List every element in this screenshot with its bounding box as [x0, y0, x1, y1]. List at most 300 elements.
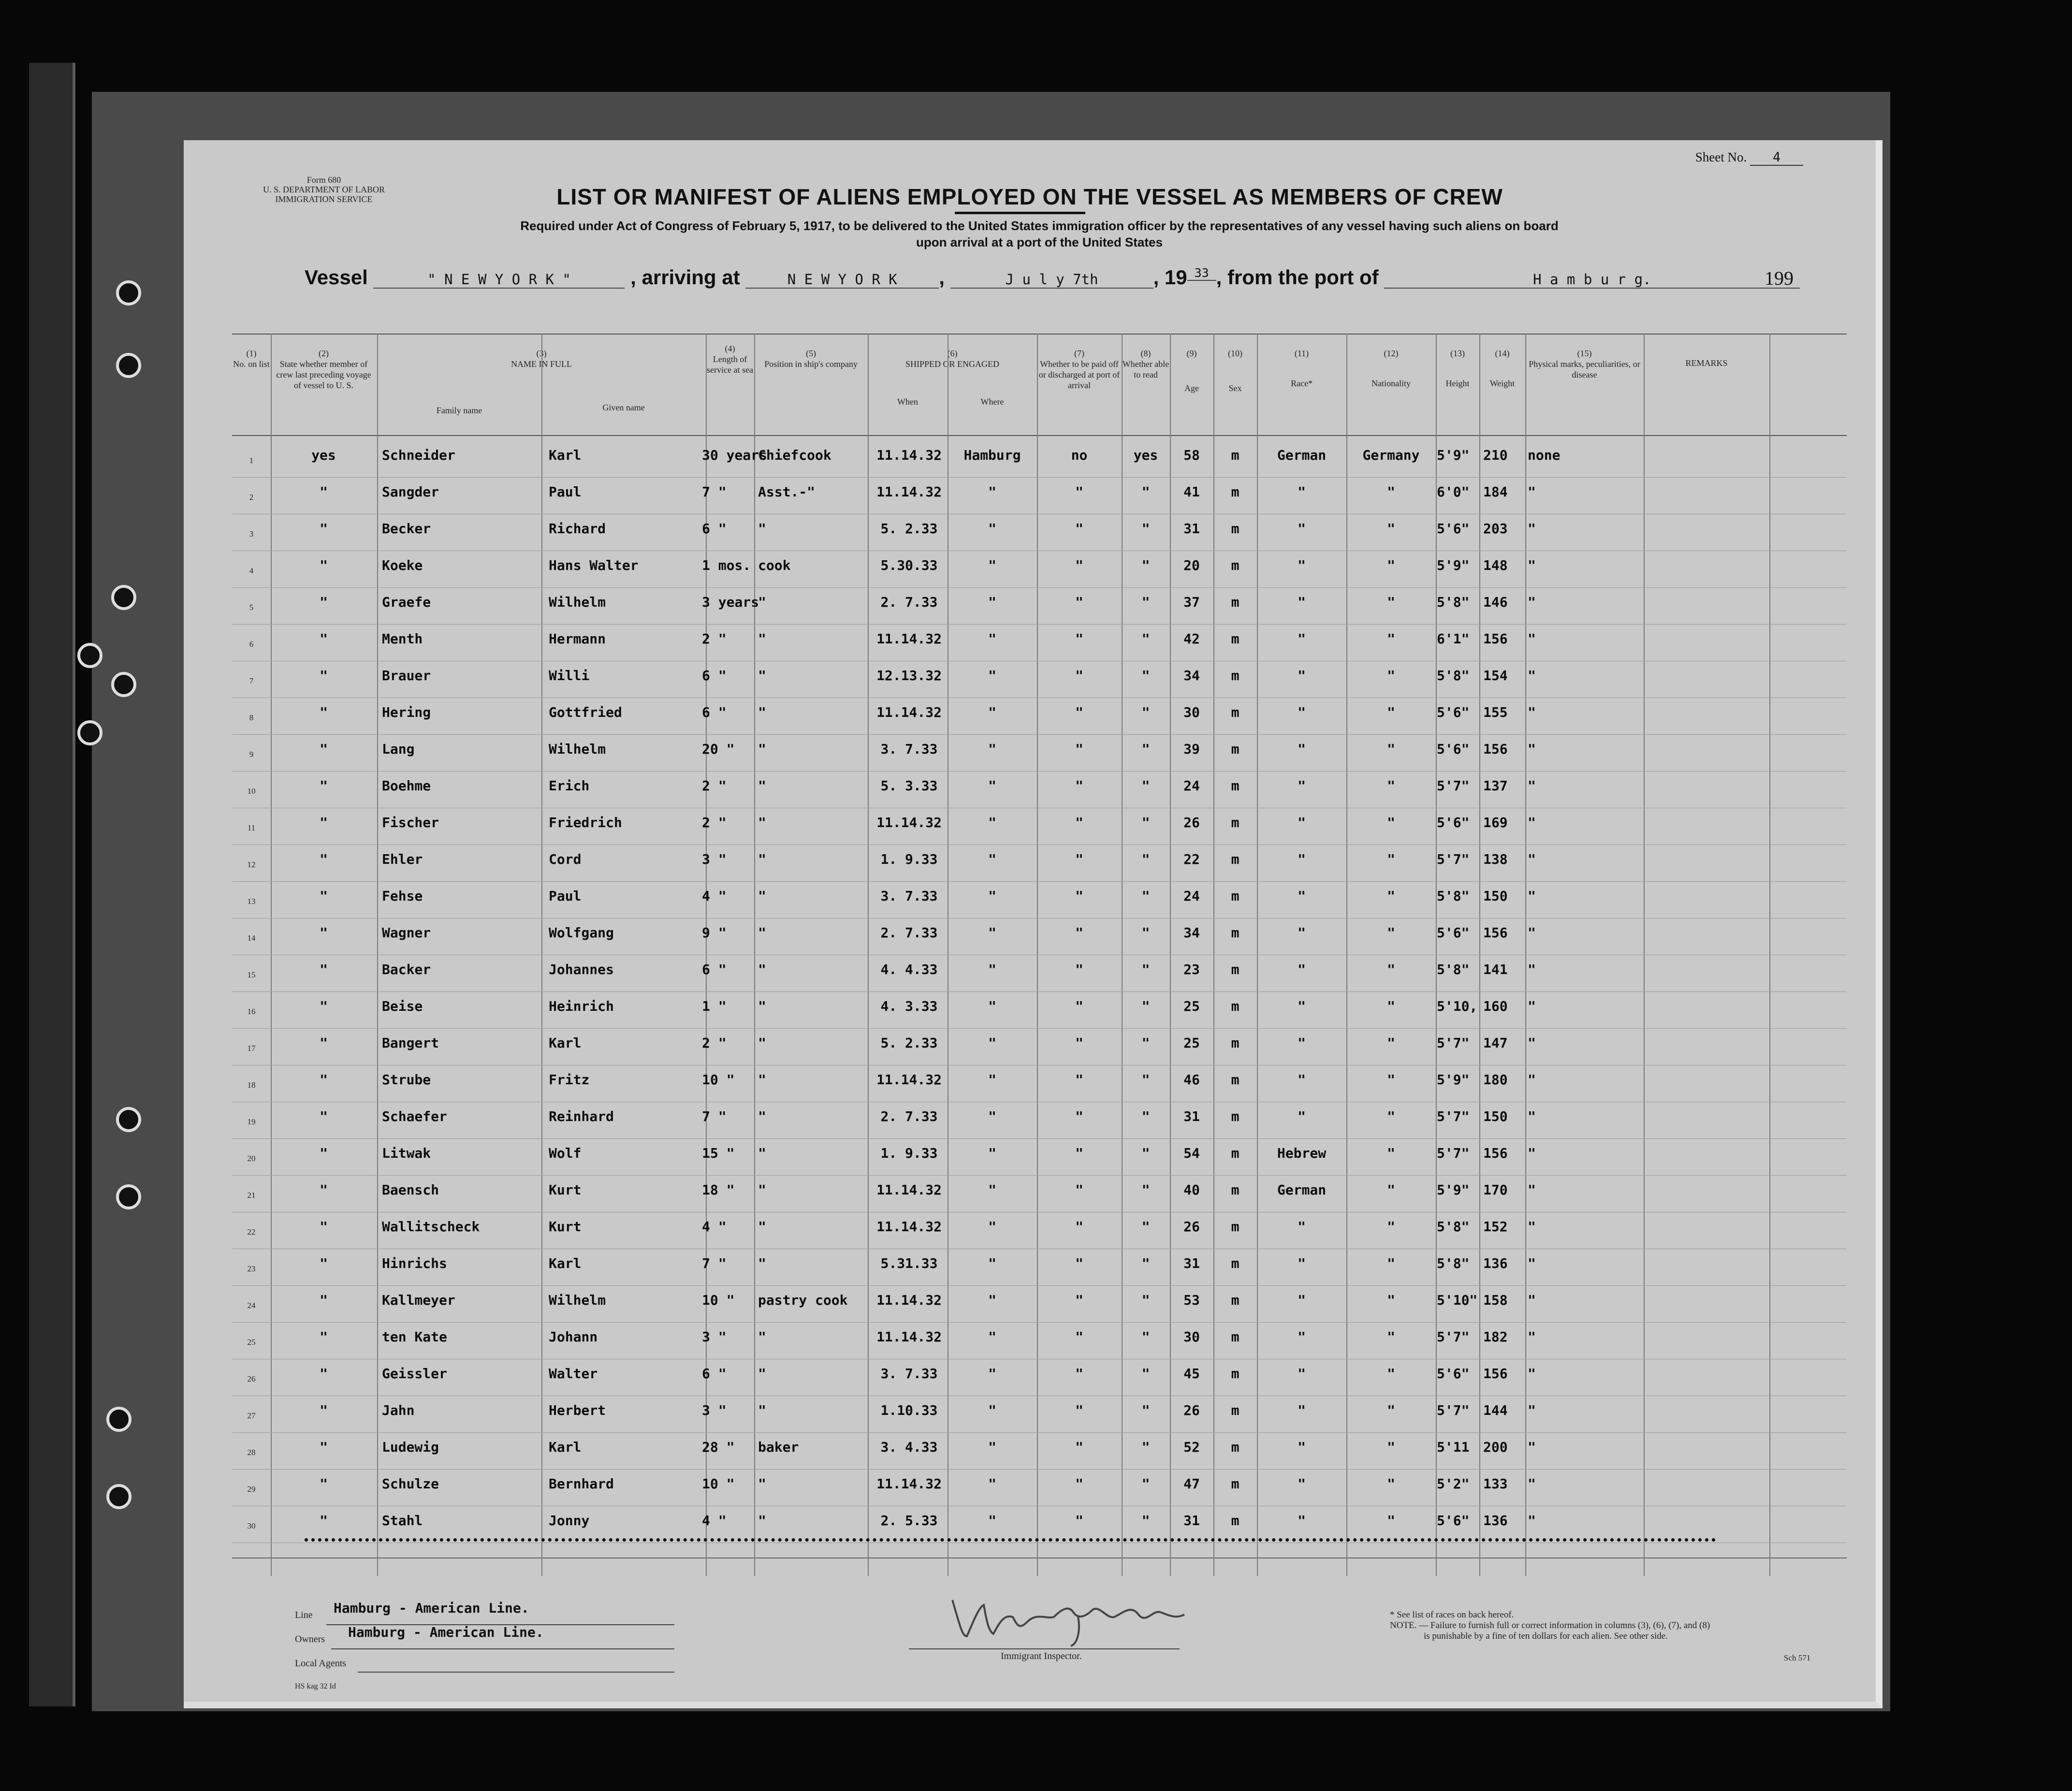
cell-paid: "	[1075, 704, 1083, 720]
cell-when: 3. 7.33	[880, 1366, 938, 1382]
cell-when: 1. 9.33	[880, 1145, 938, 1161]
local-agents-label: Local Agents	[295, 1658, 347, 1669]
from-port-label: , from the port of	[1216, 266, 1379, 289]
cell-given: Karl	[549, 1439, 582, 1455]
cell-nat: "	[1387, 1513, 1395, 1529]
cell-height: 6'0"	[1437, 484, 1470, 500]
col-head-shipped: (6) SHIPPED OR ENGAGED	[905, 349, 999, 369]
cell-height: 5'11	[1437, 1439, 1470, 1455]
col-head-age: (9) Age	[1184, 349, 1199, 393]
cell-weight: 180	[1483, 1072, 1508, 1088]
cell-position: "	[758, 815, 766, 830]
row-rule	[232, 734, 1847, 735]
cell-paid: "	[1075, 1439, 1083, 1455]
inspector-label: Immigrant Inspector.	[1001, 1651, 1082, 1661]
cell-where: "	[988, 961, 996, 977]
col-head-physical-marks: (15) Physical marks, peculiarities, or disease	[1529, 349, 1640, 379]
cell-race: "	[1298, 961, 1306, 977]
cell-position: "	[758, 925, 766, 941]
cell-service: 6 "	[702, 668, 727, 684]
cell-age: 52	[1183, 1439, 1200, 1455]
crew-table	[232, 334, 1847, 1576]
cell-weight: 170	[1483, 1182, 1508, 1198]
cell-age: 24	[1183, 778, 1200, 794]
departure-port: H a m b u r g.	[1384, 271, 1800, 289]
cell-service: 3 "	[702, 851, 727, 867]
row-number: 7	[249, 676, 254, 685]
cell-age: 47	[1183, 1476, 1200, 1492]
cell-where: "	[988, 668, 996, 684]
cell-height: 5'2"	[1437, 1476, 1470, 1492]
year-prefix: 19	[1164, 266, 1187, 289]
cell-weight: 137	[1483, 778, 1508, 794]
cell-height: 5'6"	[1437, 925, 1470, 941]
cell-marks: "	[1528, 1292, 1536, 1308]
cell-prev: "	[320, 1366, 328, 1382]
row-rule	[232, 991, 1847, 992]
cell-read: "	[1141, 668, 1150, 684]
cell-given: Kurt	[549, 1219, 582, 1235]
cell-marks: "	[1528, 1219, 1536, 1235]
cell-family: ten Kate	[382, 1329, 447, 1345]
cell-age: 24	[1183, 888, 1200, 904]
row-rule	[232, 477, 1847, 478]
cell-age: 39	[1183, 741, 1200, 757]
cell-prev: "	[320, 594, 328, 610]
cell-read: "	[1141, 778, 1150, 794]
cell-family: Bangert	[382, 1035, 439, 1051]
cell-when: 11.14.32	[876, 1072, 942, 1088]
cell-read: "	[1141, 1292, 1150, 1308]
cell-height: 5'10"	[1437, 1292, 1478, 1308]
cell-marks: "	[1528, 557, 1536, 573]
row-number: 2	[249, 493, 254, 502]
cell-race: "	[1298, 484, 1306, 500]
cell-position: "	[758, 594, 766, 610]
cell-position: "	[758, 668, 766, 684]
cell-age: 20	[1183, 557, 1200, 573]
cell-position: "	[758, 1255, 766, 1271]
cell-given: Wilhelm	[549, 594, 606, 610]
cell-family: Becker	[382, 521, 431, 537]
cell-weight: 156	[1483, 741, 1508, 757]
cell-position: "	[758, 1035, 766, 1051]
cell-race: "	[1298, 1366, 1306, 1382]
footnote	[1390, 1610, 1825, 1642]
cell-prev: "	[320, 668, 328, 684]
cell-given: Johann	[549, 1329, 598, 1345]
row-number: 10	[247, 786, 256, 796]
end-of-list-dashes	[305, 1538, 1716, 1542]
row-number: 18	[247, 1080, 256, 1090]
cell-prev: "	[320, 1439, 328, 1455]
cell-position: "	[758, 631, 766, 647]
cell-family: Strube	[382, 1072, 431, 1088]
cell-height: 5'8"	[1437, 1255, 1470, 1271]
header-top-rule	[232, 334, 1847, 335]
cell-where: "	[988, 1476, 996, 1492]
cell-read: "	[1141, 1255, 1150, 1271]
cell-prev: "	[320, 1108, 328, 1124]
manifest-sheet	[184, 140, 1882, 1708]
cell-where: "	[988, 704, 996, 720]
arrival-date: J u l y 7th	[950, 271, 1153, 289]
cell-service: 6 "	[702, 1366, 727, 1382]
punch-hole	[116, 1107, 141, 1132]
punch-hole	[116, 1184, 141, 1209]
cell-race: "	[1298, 521, 1306, 537]
cell-sex: m	[1231, 668, 1240, 684]
cell-nat: "	[1387, 1366, 1395, 1382]
inspector-underline	[909, 1648, 1180, 1649]
cell-marks: "	[1528, 1402, 1536, 1418]
cell-nat: "	[1387, 1219, 1395, 1235]
cell-read: "	[1141, 631, 1150, 647]
cell-read: "	[1141, 1219, 1150, 1235]
cell-given: Karl	[549, 447, 582, 463]
cell-given: Jonny	[549, 1513, 590, 1529]
row-number: 13	[247, 897, 256, 906]
cell-sex: m	[1231, 1182, 1240, 1198]
cell-given: Herbert	[549, 1402, 606, 1418]
cell-weight: 147	[1483, 1035, 1508, 1051]
cell-height: 5'10,	[1437, 998, 1478, 1014]
cell-weight: 150	[1483, 1108, 1508, 1124]
page-title: LIST OR MANIFEST OF ALIENS EMPLOYED ON THE VESSEL AS MEMBERS OF CREW	[556, 184, 1503, 209]
cell-marks: "	[1528, 1255, 1536, 1271]
cell-service: 30 years	[702, 447, 767, 463]
cell-prev: "	[320, 1513, 328, 1529]
cell-paid: "	[1075, 1255, 1083, 1271]
cell-marks: "	[1528, 925, 1536, 941]
cell-height: 5'6"	[1437, 704, 1470, 720]
cell-age: 31	[1183, 1513, 1200, 1529]
cell-weight: 152	[1483, 1219, 1508, 1235]
cell-paid: "	[1075, 631, 1083, 647]
cell-family: Schneider	[382, 447, 455, 463]
cell-nat: "	[1387, 704, 1395, 720]
col-head-when: When	[897, 397, 918, 407]
cell-when: 2. 7.33	[880, 925, 938, 941]
cell-marks: "	[1528, 521, 1536, 537]
cell-service: 18 "	[702, 1182, 735, 1198]
cell-sex: m	[1231, 815, 1240, 830]
year-suffix: 33	[1187, 266, 1216, 281]
subtitle-line-1: Required under Act of Congress of February 5, 1917, to be delivered to the United States immigration officer by the representatives of any vessel having such aliens on board	[520, 218, 1559, 233]
cell-read: "	[1141, 1035, 1150, 1051]
row-rule	[232, 1322, 1847, 1323]
cell-marks: "	[1528, 1513, 1536, 1529]
cell-sex: m	[1231, 704, 1240, 720]
cell-marks: "	[1528, 1072, 1536, 1088]
cell-height: 5'7"	[1437, 1402, 1470, 1418]
cell-read: "	[1141, 961, 1150, 977]
cell-paid: "	[1075, 741, 1083, 757]
cell-nat: "	[1387, 557, 1395, 573]
cell-height: 5'8"	[1437, 594, 1470, 610]
cell-marks: "	[1528, 668, 1536, 684]
cell-when: 12.13.32	[876, 668, 942, 684]
cell-race: "	[1298, 888, 1306, 904]
footnote-warning: NOTE. — Failure to furnish full or correct information in columns (3), (6), (7), and (8)	[1390, 1620, 1710, 1631]
col-head-family-name: Family name	[436, 406, 482, 415]
cell-family: Sangder	[382, 484, 439, 500]
cell-given: Gottfried	[549, 704, 622, 720]
cell-read: "	[1141, 888, 1150, 904]
cell-nat: "	[1387, 521, 1395, 537]
cell-weight: 156	[1483, 1145, 1508, 1161]
cell-sex: m	[1231, 961, 1240, 977]
department-name: U. S. DEPARTMENT OF LABOR	[263, 185, 385, 194]
cell-age: 22	[1183, 851, 1200, 867]
cell-sex: m	[1231, 1145, 1240, 1161]
cell-weight: 138	[1483, 851, 1508, 867]
cell-position: "	[758, 1366, 766, 1382]
cell-age: 26	[1183, 1402, 1200, 1418]
cell-when: 11.14.32	[876, 631, 942, 647]
cell-where: "	[988, 1219, 996, 1235]
cell-weight: 156	[1483, 1366, 1508, 1382]
cell-when: 2. 7.33	[880, 1108, 938, 1124]
col-head-position: (5) Position in ship's company	[764, 349, 858, 369]
cell-position: pastry cook	[758, 1292, 848, 1308]
service-name: IMMIGRATION SERVICE	[275, 194, 373, 204]
cell-sex: m	[1231, 1402, 1240, 1418]
line-value: Hamburg - American Line.	[334, 1600, 529, 1616]
cell-sex: m	[1231, 484, 1240, 500]
cell-weight: 144	[1483, 1402, 1508, 1418]
cell-given: Wolfgang	[549, 925, 614, 941]
cell-read: "	[1141, 998, 1150, 1014]
cell-sex: m	[1231, 1255, 1240, 1271]
cell-given: Johannes	[549, 961, 614, 977]
cell-age: 58	[1183, 447, 1200, 463]
cell-when: 5. 2.33	[880, 1035, 938, 1051]
cell-family: Beise	[382, 998, 423, 1014]
cell-sex: m	[1231, 557, 1240, 573]
row-number: 20	[247, 1154, 256, 1163]
sheet-number-value: 4	[1750, 150, 1803, 166]
cell-family: Backer	[382, 961, 431, 977]
cell-weight: 148	[1483, 557, 1508, 573]
cell-family: Koeke	[382, 557, 423, 573]
cell-family: Stahl	[382, 1513, 423, 1529]
cell-height: 5'6"	[1437, 521, 1470, 537]
cell-weight: 136	[1483, 1255, 1508, 1271]
row-rule	[232, 1138, 1847, 1139]
cell-family: Litwak	[382, 1145, 431, 1161]
row-number: 28	[247, 1448, 256, 1457]
cell-when: 2. 5.33	[880, 1513, 938, 1529]
cell-given: Richard	[549, 521, 606, 537]
row-rule	[232, 771, 1847, 772]
cell-weight: 200	[1483, 1439, 1508, 1455]
cell-service: 10 "	[702, 1072, 735, 1088]
cell-sex: m	[1231, 1366, 1240, 1382]
print-code: HS kag 32 Id	[295, 1682, 336, 1690]
cell-sex: m	[1231, 1108, 1240, 1124]
cell-service: 2 "	[702, 1035, 727, 1051]
cell-when: 11.14.32	[876, 704, 942, 720]
cell-age: 53	[1183, 1292, 1200, 1308]
cell-position: "	[758, 851, 766, 867]
cell-read: "	[1141, 1329, 1150, 1345]
row-rule	[232, 1285, 1847, 1286]
cell-nat: "	[1387, 888, 1395, 904]
cell-age: 40	[1183, 1182, 1200, 1198]
col-head-number: (1) No. on list	[233, 349, 270, 369]
cell-marks: "	[1528, 631, 1536, 647]
cell-where: Hamburg	[963, 447, 1021, 463]
cell-family: Boehme	[382, 778, 431, 794]
cell-position: "	[758, 1402, 766, 1418]
cell-prev: "	[320, 1072, 328, 1088]
cell-sex: m	[1231, 1513, 1240, 1529]
cell-position: "	[758, 1476, 766, 1492]
row-number: 29	[247, 1485, 256, 1494]
cell-nat: "	[1387, 998, 1395, 1014]
cell-nat: "	[1387, 1145, 1395, 1161]
cell-paid: "	[1075, 888, 1083, 904]
inspector-signature	[933, 1590, 1204, 1648]
cell-service: 1 "	[702, 998, 727, 1014]
cell-read: "	[1141, 925, 1150, 941]
cell-prev: "	[320, 1402, 328, 1418]
cell-age: 34	[1183, 925, 1200, 941]
cell-service: 28 "	[702, 1439, 735, 1455]
cell-race: "	[1298, 1255, 1306, 1271]
cell-given: Karl	[549, 1035, 582, 1051]
cell-race: "	[1298, 1476, 1306, 1492]
cell-read: "	[1141, 1439, 1150, 1455]
cell-family: Jahn	[382, 1402, 415, 1418]
cell-when: 5. 2.33	[880, 521, 938, 537]
cell-marks: "	[1528, 1366, 1536, 1382]
cell-family: Wagner	[382, 925, 431, 941]
cell-sex: m	[1231, 888, 1240, 904]
row-number: 4	[249, 566, 254, 575]
cell-read: "	[1141, 1366, 1150, 1382]
row-rule	[232, 1432, 1847, 1433]
row-number: 27	[247, 1411, 256, 1420]
cell-when: 1. 9.33	[880, 851, 938, 867]
cell-prev: "	[320, 815, 328, 830]
cell-sex: m	[1231, 447, 1240, 463]
cell-race: "	[1298, 925, 1306, 941]
cell-sex: m	[1231, 1292, 1240, 1308]
cell-position: "	[758, 1219, 766, 1235]
cell-marks: "	[1528, 704, 1536, 720]
sheet-number-label: Sheet No.	[1695, 150, 1747, 164]
cell-where: "	[988, 1366, 996, 1382]
cell-race: "	[1298, 778, 1306, 794]
cell-marks: "	[1528, 1439, 1536, 1455]
cell-service: 6 "	[702, 704, 727, 720]
cell-given: Bernhard	[549, 1476, 614, 1492]
cell-family: Ehler	[382, 851, 423, 867]
cell-when: 11.14.32	[876, 815, 942, 830]
sheet-number	[1695, 150, 1803, 166]
cell-service: 7 "	[702, 484, 727, 500]
row-number: 21	[247, 1191, 256, 1200]
vessel-name: " N E W Y O R K "	[373, 271, 625, 289]
cell-paid: "	[1075, 961, 1083, 977]
cell-prev: "	[320, 888, 328, 904]
cell-family: Brauer	[382, 668, 431, 684]
cell-position: "	[758, 778, 766, 794]
cell-race: "	[1298, 741, 1306, 757]
row-rule	[232, 1028, 1847, 1029]
cell-given: Cord	[549, 851, 582, 867]
cell-height: 5'8"	[1437, 1219, 1470, 1235]
cell-family: Graefe	[382, 594, 431, 610]
cell-where: "	[988, 1035, 996, 1051]
header-bottom-rule	[232, 435, 1847, 436]
cell-sex: m	[1231, 1476, 1240, 1492]
cell-height: 5'7"	[1437, 1035, 1470, 1051]
cell-weight: 160	[1483, 998, 1508, 1014]
cell-read: "	[1141, 557, 1150, 573]
col-head-remarks: REMARKS	[1685, 358, 1728, 368]
cell-given: Wolf	[549, 1145, 582, 1161]
cell-family: Schulze	[382, 1476, 439, 1492]
cell-where: "	[988, 1145, 996, 1161]
col-head-where: Where	[980, 397, 1004, 407]
cell-service: 2 "	[702, 815, 727, 830]
cell-paid: "	[1075, 1402, 1083, 1418]
vessel-label: Vessel	[305, 266, 368, 289]
cell-sex: m	[1231, 998, 1240, 1014]
page-subtitle	[387, 218, 1692, 250]
row-number: 14	[247, 933, 256, 943]
cell-when: 3. 7.33	[880, 888, 938, 904]
vessel-line: Vessel " N E W Y O R K " , arriving at N E W Y O R K , J u l y 7th , 19 33 , from the port of H a m b u r g.	[305, 266, 1755, 289]
cell-sex: m	[1231, 851, 1240, 867]
cell-height: 5'7"	[1437, 778, 1470, 794]
cell-height: 5'9"	[1437, 1182, 1470, 1198]
cell-nat: "	[1387, 1329, 1395, 1345]
cell-age: 31	[1183, 1255, 1200, 1271]
cell-weight: 146	[1483, 594, 1508, 610]
row-number: 23	[247, 1264, 256, 1273]
cell-position: cook	[758, 557, 791, 573]
cell-height: 5'6"	[1437, 1366, 1470, 1382]
cell-service: 6 "	[702, 521, 727, 537]
row-number: 22	[247, 1227, 256, 1237]
row-rule	[232, 624, 1847, 625]
cell-where: "	[988, 1255, 996, 1271]
cell-race: "	[1298, 1072, 1306, 1088]
cell-height: 5'8"	[1437, 668, 1470, 684]
cell-nat: "	[1387, 1108, 1395, 1124]
cell-where: "	[988, 484, 996, 500]
cell-age: 25	[1183, 1035, 1200, 1051]
cell-service: 3 "	[702, 1329, 727, 1345]
cell-where: "	[988, 998, 996, 1014]
cell-marks: "	[1528, 1108, 1536, 1124]
cell-height: 5'7"	[1437, 1108, 1470, 1124]
cell-race: "	[1298, 704, 1306, 720]
cell-marks: "	[1528, 594, 1536, 610]
cell-nat: "	[1387, 741, 1395, 757]
cell-height: 5'6"	[1437, 1513, 1470, 1529]
cell-given: Hans Walter	[549, 557, 639, 573]
row-rule	[232, 1175, 1847, 1176]
cell-race: "	[1298, 815, 1306, 830]
cell-paid: "	[1075, 1476, 1083, 1492]
cell-service: 3 years	[702, 594, 759, 610]
cell-service: 3 "	[702, 1402, 727, 1418]
